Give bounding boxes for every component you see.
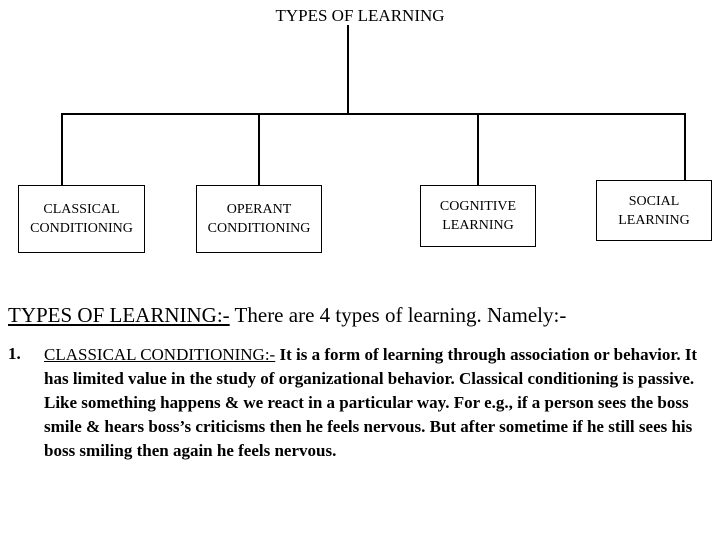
box-line-1: CLASSICAL xyxy=(43,202,120,217)
box-classical-conditioning xyxy=(18,185,145,253)
box-operant-conditioning xyxy=(196,185,322,253)
connector-drop-4 xyxy=(684,113,686,180)
item-body: It is a form of learning through association or behavior. It has limited value in the study of organizational behavior. Classical conditioning is passive. Like something happens & we react in a particular way. For e.g., if a person sees the boss smile & hears boss’s criticisms then he feels nervous. But after sometime if he still sees his boss smiling then again he feels nervous. xyxy=(44,345,698,460)
item-paragraph xyxy=(44,343,714,463)
connector-bar xyxy=(61,113,686,115)
item-number: 1. xyxy=(8,344,21,363)
box-social-learning xyxy=(596,180,712,241)
box-cognitive-learning xyxy=(420,185,536,247)
section-heading-text: There are 4 types of learning. Namely:- xyxy=(229,303,567,327)
connector-drop-2 xyxy=(258,113,260,186)
box-line-2: LEARNING xyxy=(442,218,514,233)
box-line-2: CONDITIONING xyxy=(207,221,311,236)
item-label: CLASSICAL CONDITIONING:- xyxy=(44,345,276,364)
section-heading-label: TYPES OF LEARNING:- xyxy=(8,303,230,327)
connector-drop-1 xyxy=(61,113,63,186)
connector-trunk xyxy=(347,25,349,113)
box-line-2: LEARNING xyxy=(618,212,690,228)
diagram-title: TYPES OF LEARNING xyxy=(275,6,445,25)
box-line-1: SOCIAL xyxy=(628,193,680,209)
box-line-1: COGNITIVE xyxy=(439,199,517,214)
section-heading xyxy=(8,303,566,328)
connector-drop-3 xyxy=(477,113,479,186)
box-line-1: OPERANT xyxy=(226,202,292,217)
box-line-2: CONDITIONING xyxy=(30,221,133,236)
